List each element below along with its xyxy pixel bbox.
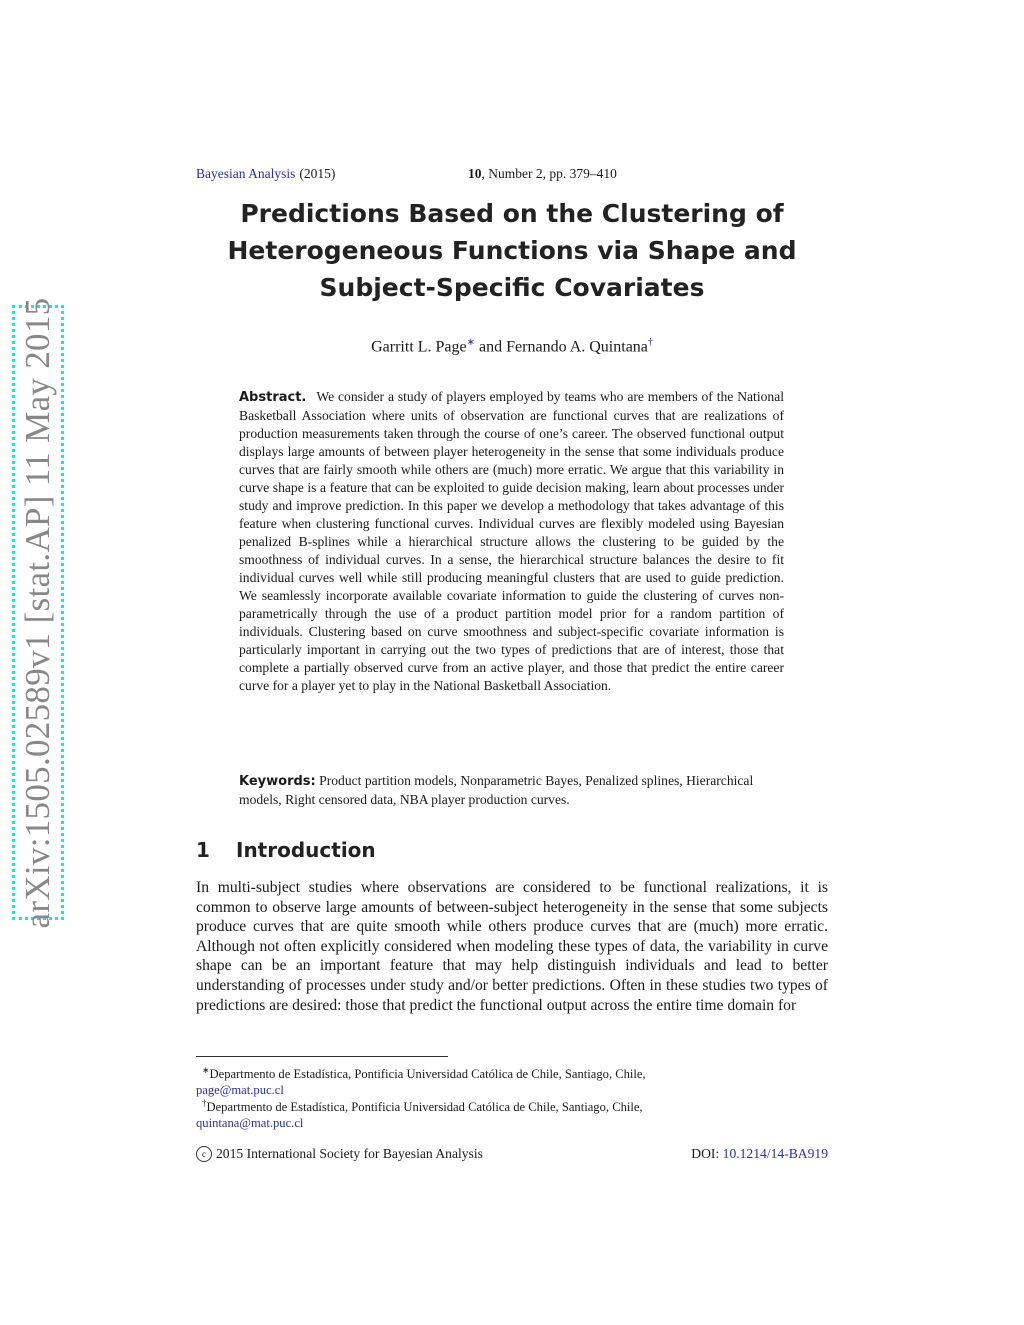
section-title: Introduction [236, 838, 376, 862]
title-line-2: Heterogeneous Functions via Shape and [227, 236, 797, 265]
footnote-1 [196, 1062, 828, 1098]
volume-number: 10 [468, 166, 482, 181]
arxiv-identifier[interactable]: arXiv:1505.02589v1 [stat.AP] 11 May 2015 [18, 297, 57, 928]
author-connector: and [475, 338, 507, 356]
journal-header [196, 166, 666, 182]
footnote-1-mark: ∗ [202, 1065, 210, 1075]
journal-volume-issue [468, 166, 617, 182]
footnote-mark-1[interactable]: ∗ [466, 337, 476, 348]
footnote-2-text: Departmento de Estadística, Pontificia Universidad Católica de Chile, Santiago, Chile, [206, 1100, 643, 1115]
issue-pages: , Number 2, pp. 379–410 [481, 166, 617, 181]
abstract [239, 388, 784, 695]
journal-year: (2015) [299, 166, 336, 181]
footnote-mark-2[interactable]: † [647, 337, 653, 348]
doi-link[interactable]: 10.1214/14-BA919 [722, 1146, 828, 1161]
email-link-quintana[interactable]: quintana@mat.puc.cl [196, 1116, 304, 1131]
author-quintana: Fernando A. Quintana [506, 338, 648, 356]
section-heading [196, 838, 376, 862]
keywords-label: Keywords: [239, 774, 316, 789]
copyright-text: 2015 International Society for Bayesian Analysis [216, 1146, 483, 1161]
author-page: Garritt L. Page [371, 338, 467, 356]
footnote-2-mark: † [202, 1098, 207, 1108]
section-number: 1 [196, 838, 210, 862]
arxiv-stamp [12, 297, 64, 928]
abstract-text: We consider a study of players employed by teams who are members of the National Basketball Association where units of observation are functional curves that are realizations of production measurements taken through the course of one’s career. The observed functional output displays large amounts of between player heterogeneity in the sense that some individuals produce curves that are fairly smooth while others are (much) more erratic. We argue that this variability in curve shape is a feature that can be exploited to guide decision making, learn about processes under study and improve prediction. In this paper we develop a methodology that takes advantage of this feature when clustering functional curves. Individual curves are flexibly modeled using Bayesian penalized B-splines while a hierarchical structure allows the clustering to be guided by the smoothness of individual curves. In a sense, the hierarchical structure balances the desire to fit individual curves well while still producing meaningful clusters that are used to guide prediction. We seamlessly incorporate available covariate information to guide the clustering of curves non-parametrically through the use of a product partition model prior for a random partition of individuals. Clustering based on curve smoothness and subject-specific covariate information is particularly important in carrying out the two types of predictions that are of interest, those that complete a partially observed curve from an active player, and those that predict the entire career curve for a player yet to play in the National Basketball Association. [239, 389, 784, 693]
doi-label: DOI: [691, 1146, 723, 1161]
journal-link[interactable]: Bayesian Analysis [196, 166, 296, 181]
keywords [239, 772, 784, 809]
email-link-page[interactable]: page@mat.puc.cl [196, 1083, 284, 1098]
introduction-paragraph: In multi-subject studies where observations are considered to be functional realizations, it is common to observe large amounts of between-subject heterogeneity in the sense that some subjects produce curves that are quite smooth while others produce curves that are (much) more erratic. Although not often explicitly considered when modeling these types of data, the variability in curve shape can be an important feature that may help distinguish individuals and lead to better understanding of processes under study and/or better predictions. Often in these studies two types of predictions are desired: those that predict the functional output across the entire time domain for [196, 879, 828, 1014]
title-line-3: Subject-Specific Covariates [319, 273, 705, 302]
paper-title [196, 195, 828, 306]
footnote-divider [196, 1056, 448, 1057]
footnote-2 [196, 1095, 828, 1131]
copyright-notice [196, 1146, 483, 1162]
footnote-1-text: Departmento de Estadística, Pontificia Universidad Católica de Chile, Santiago, Chile, [209, 1067, 646, 1082]
copyright-icon: c [196, 1146, 212, 1162]
keywords-text: Product partition models, Nonparametric Bayes, Penalized splines, Hierarchical models, Right censored data, NBA player production curves. [239, 773, 754, 807]
title-line-1: Predictions Based on the Clustering of [240, 199, 784, 228]
author-list [196, 337, 828, 356]
abstract-label: Abstract. [239, 390, 307, 405]
doi-line [691, 1146, 828, 1162]
